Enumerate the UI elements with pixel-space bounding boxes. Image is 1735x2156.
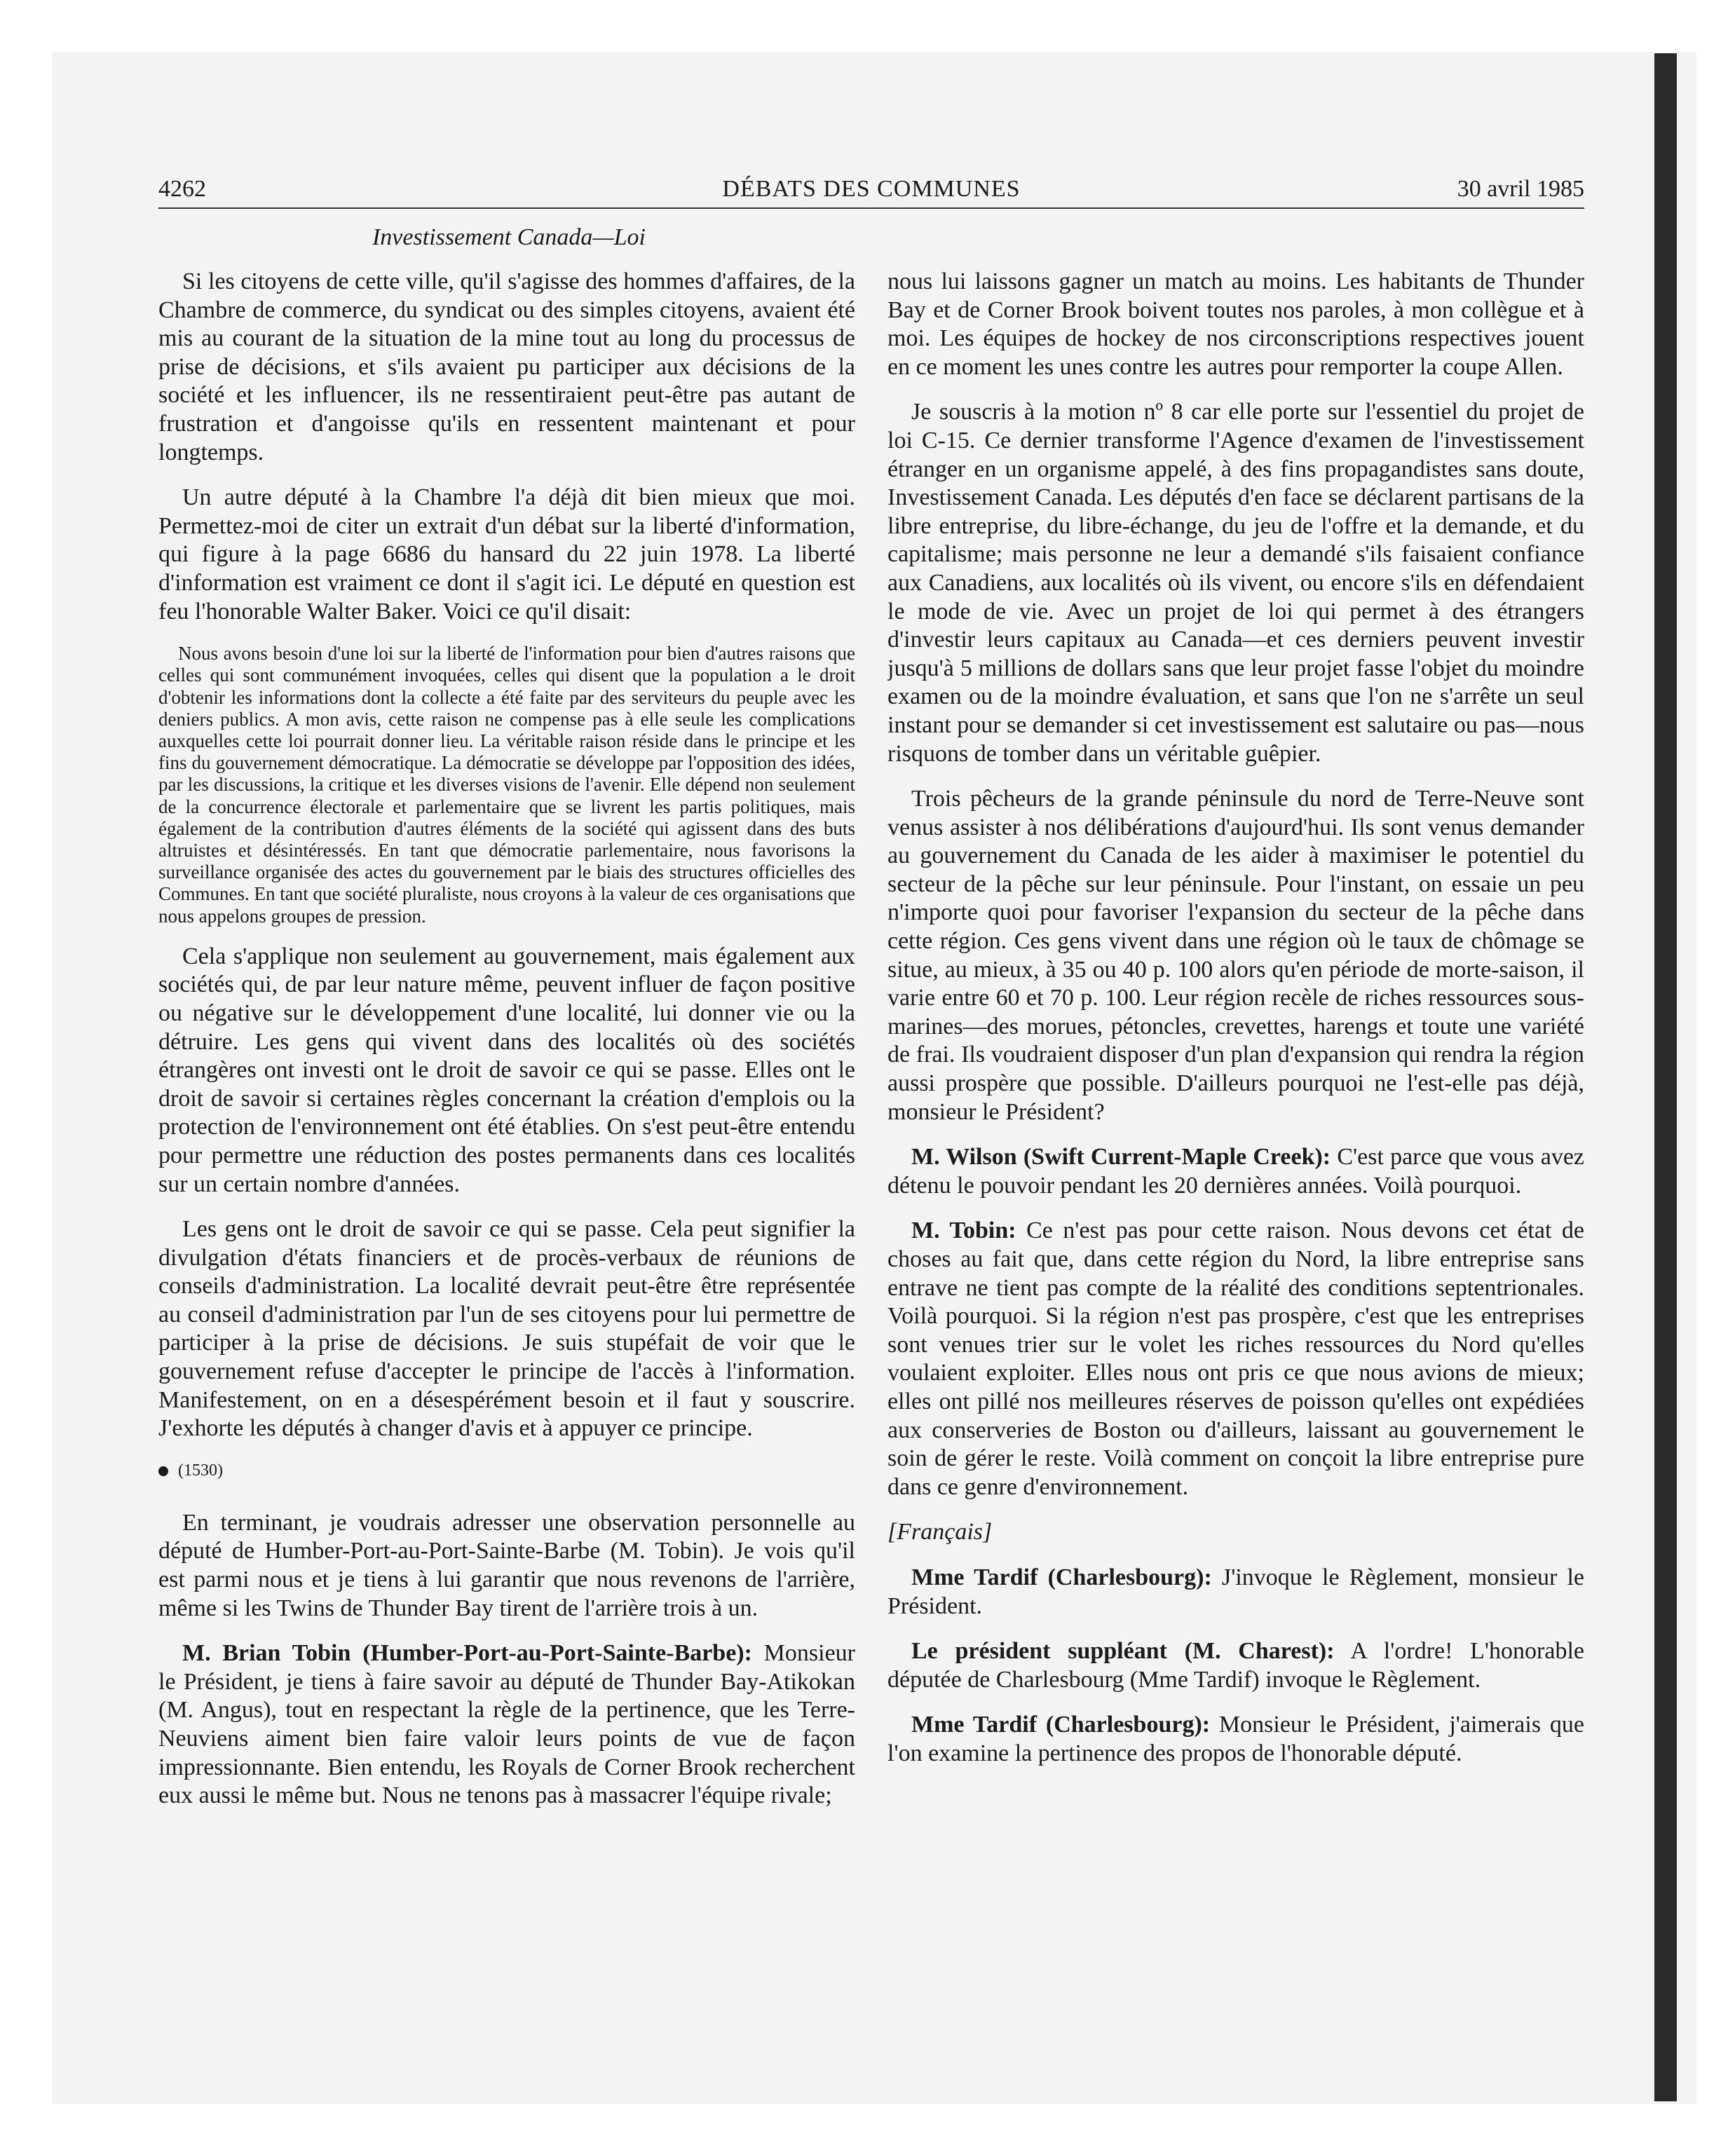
page-date: 30 avril 1985: [1457, 176, 1584, 202]
header-rule: [158, 207, 1584, 209]
paragraph: Un autre député à la Chambre l'a déjà dit bien mieux que moi. Permettez-moi de citer un extrait d'un débat sur la liberté d'information, qui figure à la page 6686 du hansard du 22 juin 1978. La liberté d'information est vraiment ce dont il s'agit ici. Le député en question est feu l'honorable Walter Baker. Voici ce qu'il disait:: [158, 484, 855, 625]
speech-text: Ce n'est pas pour cette raison. Nous devons cet état de choses au fait que, dans cette région du Nord, la libre entreprise sans entrave ne tient pas compte de la réalité des conditions septentrionales. Voilà pourquoi. Si la région n'est pas prospère, c'est que les entreprises sont venues trier sur le volet les riches ressources du Nord qu'elles voulaient exploiter. Elles nous ont pris ce que nous avions de mieux; elles ont pillé nos meilleures réserves de poisson qu'elles ont expédiées aux conserveries de Boston ou d'ailleurs, laissant au gouvernement le soin de gérer le reste. Voilà comment on conçoit la libre entreprise pure dans ce genre d'environnement.: [887, 1217, 1584, 1500]
time-marker-text: (1530): [178, 1461, 223, 1480]
speech-paragraph: [887, 1637, 1584, 1694]
speech-text: A l'ordre! L'honorable députée de Charlesbourg (Mme Tardif) invoque le Règlement.: [887, 1638, 1584, 1693]
speaker-name: Mme Tardif (Charlesbourg):: [911, 1564, 1212, 1590]
right-column: [887, 268, 1584, 2048]
speech-text: Monsieur le Président, je tiens à faire savoir au député de Thunder Bay-Atikokan (M. Angus), tout en respectant la règle de la pertinence, que les Terre-Neuviens aiment bien faire valoir leurs points de vue de façon impressionnante. Bien entendu, les Royals de Corner Brook recherchent eux aussi le même but. Nous ne tenons pas à massacrer l'équipe rivale;: [158, 1640, 855, 1809]
section-subhead: Investissement Canada—Loi: [372, 224, 646, 250]
speech-text: C'est parce que vous avez détenu le pouvoir pendant les 20 dernières années. Voilà pourquoi.: [887, 1144, 1584, 1199]
speaker-name: Mme Tardif (Charlesbourg):: [911, 1712, 1211, 1738]
block-quote: Nous avons besoin d'une loi sur la liberté de l'information pour bien d'autres raisons que celles qui sont communément invoquées, celles qui disent que la population a le droit d'obtenir les informations dont la collecte a été faite par des serviteurs du peuple avec les deniers publics. A mon avis, cette raison ne compense pas à elle seule les complications auxquelles cette loi pourrait donner lieu. La véritable raison réside dans le principe et les fins du gouvernement démocratique. La démocratie se développe par l'opposition des idées, par les discussions, la critique et les diverses visions de l'avenir. Elle dépend non seulement de la concurrence électorale et parlementaire que se livrent les partis politiques, mais également de la contribution d'autres éléments de la société qui agissent dans des buts altruistes et désintéressés. En tant que démocratie parlementaire, nous favorisons la surveillance organisée des actes du gouvernement par le biais des structures officielles des Communes. En tant que société pluraliste, nous croyons à la valeur de ces organisations que nous appelons groupes de pression.: [158, 643, 855, 927]
speaker-name: M. Tobin:: [911, 1217, 1016, 1244]
left-column: [158, 268, 855, 2048]
speaker-name: M. Wilson (Swift Current-Maple Creek):: [911, 1144, 1331, 1171]
speech-paragraph: [887, 1143, 1584, 1200]
language-marker: [Français]: [887, 1519, 993, 1546]
paragraph: Si les citoyens de cette ville, qu'il s'agisse des hommes d'affaires, de la Chambre de commerce, du syndicat ou des simples citoyens, avaient été mis au courant de la situation de la mine tout au long du processus de prise de décisions, et s'ils avaient pu participer aux décisions de la société et les influencer, ils ne ressentiraient peut-être pas autant de frustration et d'angoisse qu'ils en ressentent maintenant et pour longtemps.: [158, 268, 855, 465]
paragraph: Trois pêcheurs de la grande péninsule du nord de Terre-Neuve sont venus assister à nos délibérations d'aujourd'hui. Ils sont venus demander au gouvernement du Canada de les aider à maximiser le potentiel du secteur de la pêche sur leur péninsule. Pour l'instant, on essaie un peu n'importe quoi pour favoriser l'expansion du secteur de la pêche dans cette région. Ces gens vivent dans une région où le taux de chômage se situe, au mieux, à 35 ou 40 p. 100 alors qu'en période de morte-saison, il varie entre 60 et 70 p. 100. Leur région recèle de riches ressources sous-marines—des morues, pétoncles, crevettes, harengs et toute une variété de frai. Ils voudraient disposer d'un plan d'expansion qui rendra la région aussi prospère que possible. D'ailleurs pourquoi ne l'est-elle pas déjà, monsieur le Président?: [887, 786, 1584, 1125]
paragraph: nous lui laissons gagner un match au moins. Les habitants de Thunder Bay et de Corner Brook boivent toutes nos paroles, à mon collègue et à moi. Les équipes de hockey de nos circonscriptions respectives jouent en ce moment les unes contre les autres pour remporter la coupe Allen.: [887, 268, 1584, 380]
speaker-name: M. Brian Tobin (Humber-Port-au-Port-Sainte-Barbe):: [182, 1640, 752, 1667]
speech-text: Monsieur le Président, j'aimerais que l'on examine la pertinence des propos de l'honorable député.: [887, 1712, 1584, 1766]
speaker-name: Le président suppléant (M. Charest):: [911, 1638, 1335, 1665]
time-marker: [158, 1460, 855, 1481]
scan-edge-bar: [1654, 53, 1677, 2101]
speech-paragraph: [158, 1639, 855, 1810]
speech-text: J'invoque le Règlement, monsieur le Président.: [887, 1564, 1584, 1619]
paragraph: Je souscris à la motion nº 8 car elle porte sur l'essentiel du projet de loi C-15. Ce dernier transforme l'Agence d'examen de l'investissement étranger en un organisme appelé, à des fins propagandistes sans doute, Investissement Canada. Les députés d'en face se déclarent partisans de la libre entreprise, du libre-échange, du jeu de l'offre et la demande, et du capitalisme; mais personne ne leur a demandé s'ils faisaient confiance aux Canadiens, aux localités où ils vivent, ou encore s'ils en défendaient le mode de vie. Avec un projet de loi qui permet à des étrangers d'investir leurs capitaux au Canada—et ces derniers peuvent investir jusqu'à 5 millions de dollars sans que leur projet fasse l'objet du moindre examen ou de la moindre évaluation, et sans que l'on ne s'arrête un seul instant pour se demander si cet investissement est salutaire ou pas—nous risquons de tomber dans un véritable guêpier.: [887, 399, 1584, 767]
speech-paragraph: [887, 1564, 1584, 1621]
paragraph: Cela s'applique non seulement au gouvernement, mais également aux sociétés qui, de par leur nature même, peuvent influer de façon positive ou négative sur le développement d'une localité, lui donner vie ou la détruire. Les gens qui vivent dans des localités où des sociétés étrangères ont investi ont le droit de savoir ce qui se passe. Elles ont le droit de savoir si certaines règles concernant la création d'emplois ou la protection de l'environnement ont été établies. On s'est peut-être entendu pour permettre une réduction des postes permanents dans ces localités sur un certain nombre d'années.: [158, 943, 855, 1197]
speech-paragraph: [887, 1711, 1584, 1768]
speech-paragraph: [887, 1217, 1584, 1501]
publication-title: DÉBATS DES COMMUNES: [722, 176, 1021, 202]
paragraph: En terminant, je voudrais adresser une observation personnelle au député de Humber-Port-au-Port-Sainte-Barbe (M. Tobin). Je vois qu'il est parmi nous et je tiens à lui garantir que nous revenons de l'arrière, même si les Twins de Thunder Bay tirent de l'arrière trois à un.: [158, 1509, 855, 1621]
bullet-icon: [158, 1466, 168, 1476]
paragraph: Les gens ont le droit de savoir ce qui se passe. Cela peut signifier la divulgation d'états financiers et de procès-verbaux de réunions de conseils d'administration. La localité devrait peut-être être représentée au conseil d'administration par l'un de ses citoyens pour lui permettre de participer à la prise de décisions. Je suis stupéfait de voir que le gouvernement refuse d'accepter le principe de l'accès à l'information. Manifestement, on en a désespérément besoin et il faut y souscrire. J'exhorte les députés à changer d'avis et à appuyer ce principe.: [158, 1216, 855, 1442]
page-number: 4262: [158, 176, 206, 202]
page-header: [158, 171, 1584, 207]
